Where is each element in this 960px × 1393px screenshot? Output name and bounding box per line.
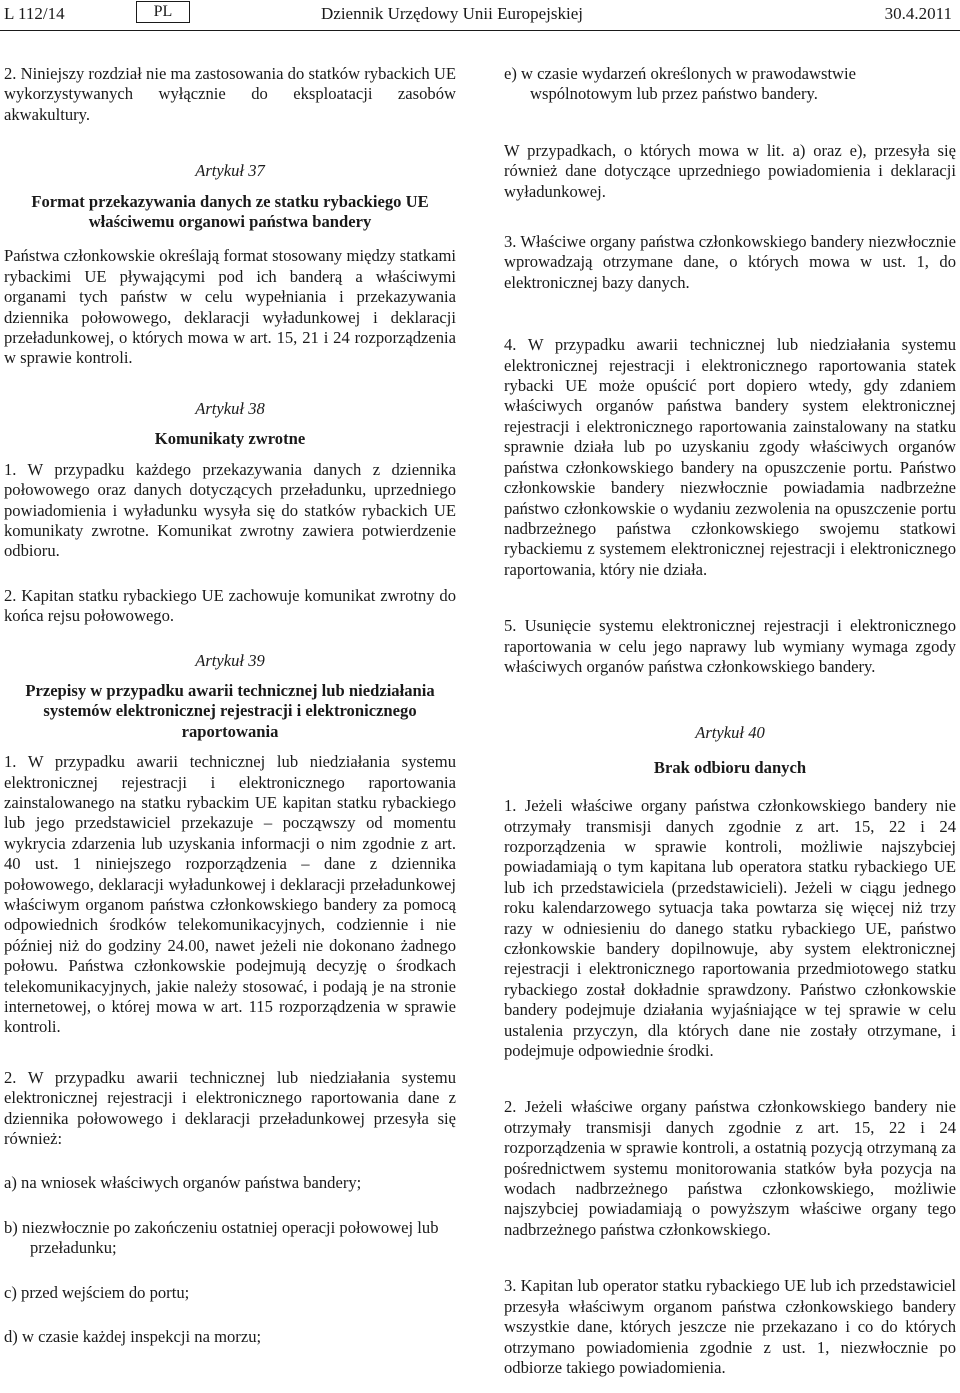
paragraph-cases: W przypadkach, o których mowa w lit. a) oraz e), przesyła się również dane dotyczące uprzedniego powiadomienia i deklaracji wyładunkowej. <box>504 140 956 201</box>
article-38-paragraph-1: 1. W przypadku każdego przekazywania danych z dziennika połowowego oraz danych dotyczących przeładunku, uprzedniego powiadomienia i wyładunku wysyła się do statków rybackich UE komunikaty zwrotne. Komunikat zwrotny zawiera potwierdzenie odbioru. <box>4 459 456 561</box>
journal-title: Dziennik Urzędowy Unii Europejskiej <box>321 4 584 23</box>
language-badge: PL <box>136 1 190 23</box>
paragraph-5: 5. Usunięcie systemu elektronicznej rejestracji i elektronicznego raportowania w celu jego naprawy lub wymiany wymaga zgody właściwych organów państwa członkowskiego bandery. <box>504 616 956 676</box>
paragraph-4: 4. W przypadku awarii technicznej lub niedziałania systemu elektronicznej rejestracji i elektronicznego raportowania statek rybacki UE może opuścić port dopiero wtedy, gdy zdaniem właściwych organów państwa bandery system elektronicznej rejestracji i elektronicznego raportowania zainstalowany na statku sprawnie działa lub po uzyskaniu zgody właściwych organów państwa członkowskiego bandery na opuszczenie portu. Państwo członkowskie bandery niezwłocznie powiadamia nadbrzeżne państwo członkowskie o wydaniu zezwolenia na opuszczenie portu nadbrzeżnego państwa członkowskiego swojemu statkowi rybackiemu z systemem elektronicznej rejestracji i elektronicznego raportowania, który nie działa. <box>504 335 956 579</box>
article-37-number: Artykuł 37 <box>195 161 265 181</box>
publication-date: 30.4.2011 <box>884 4 952 23</box>
right-column <box>504 64 956 1378</box>
list-item-e: e) w czasie wydarzeń określonych w prawodawstwie wspólnotowym lub przez państwo bandery. <box>504 64 857 104</box>
list-item-d: d) w czasie każdej inspekcji na morzu; <box>4 1327 262 1347</box>
page-reference: L 112/14 <box>4 4 65 23</box>
list-item-a: a) na wniosek właściwych organów państwa bandery; <box>4 1173 362 1193</box>
list-item-c: c) przed wejściem do portu; <box>4 1282 190 1302</box>
article-38-paragraph-2: 2. Kapitan statku rybackiego UE zachowuje komunikat zwrotny do końca rejsu połowowego. <box>4 585 456 626</box>
article-40-paragraph-3: 3. Kapitan lub operator statku rybackiego UE lub ich przedstawiciel przesyła właściwym organom państwa członkowskiego bandery wszystkie dane, których jeszcze nie przekazano i co do których otrzymano powiadomienia zgodnie z ust. 1, niezwłocznie po odbiorze takiego powiadomienia. <box>504 1276 956 1377</box>
paragraph-intro: 2. Niniejszy rozdział nie ma zastosowania do statków rybackich UE wykorzystywanych wyłącznie do eksploatacji zasobów akwakultury. <box>4 64 456 124</box>
journal-header <box>0 0 960 31</box>
article-38-number: Artykuł 38 <box>195 398 265 418</box>
article-39-paragraph-1: 1. W przypadku awarii technicznej lub niedziałania systemu elektronicznej rejestracji i elektronicznego raportowania zainstalowanego na statku rybackim UE kapitan statku rybackiego lub jego przedstawiciel przekazuje – począwszy od momentu wykrycia zdarzenia lub uzyskania informacji o nim zgodnie z art. 40 ust. 1 niniejszego rozporządzenia – dane z dziennika połowowego, deklaracji wyładunkowej i deklaracji przeładunkowej właściwym organom państwa członkowskiego bandery za pomocą odpowiednich środków telekomunikacyjnych, codziennie i nie później niż do godziny 24.00, nawet jeżeli nie dokonano żadnego połowu. Państwa członkowskie podejmują decyzję o środkach telekomunikacyjnych, jakie należy stosować, i podają je na stronie internetowej, o której mowa w art. 115 rozporządzenia w sprawie kontroli. <box>4 752 456 1037</box>
list-item-b: b) niezwłocznie po zakończeniu ostatniej operacji połowowej lub przeładunku; <box>4 1217 439 1258</box>
article-40-title: Brak odbioru danych <box>653 757 807 777</box>
left-column <box>4 64 456 1348</box>
article-37-title: Format przekazywania danych ze statku rybackiego UE właściwemu organowi państwa bandery <box>31 191 429 232</box>
article-39-number: Artykuł 39 <box>195 650 265 670</box>
article-37-paragraph: Państwa członkowskie określają format stosowany między statkami rybackimi UE pływającymi pod ich banderą a właściwymi organami tych państw w celu wypełniania i przekazywania dziennika połowowego, deklaracji wyładunkowej i deklaracji przeładunkowej, o których mowa w art. 15, 21 i 24 rozporządzenia w sprawie kontroli. <box>4 246 456 368</box>
paragraph-3: 3. Właściwe organy państwa członkowskiego bandery niezwłocznie wprowadzają otrzymane dane, o których mowa w ust. 1, do elektronicznej bazy danych. <box>504 232 956 292</box>
article-38-title: Komunikaty zwrotne <box>154 429 306 449</box>
article-40-paragraph-2: 2. Jeżeli właściwe organy państwa członkowskiego bandery nie otrzymały transmisji danych zgodnie z art. 15, 22 i 24 rozporządzenia w sprawie kontroli, a ostatnią pozycją otrzymaną za pośrednictwem systemu monitorowania statków była pozycja na wodach nadbrzeżnego państwa członkowskiego, możliwie najszybciej powiadamiają o powyższym właściwe organy tego nadbrzeżnego państwa członkowskiego. <box>504 1097 956 1239</box>
article-39-title: Przepisy w przypadku awarii technicznej lub niedziałania systemów elektronicznej rejestracji i elektronicznego raportowania <box>25 680 435 741</box>
article-40-paragraph-1: 1. Jeżeli właściwe organy państwa członkowskiego bandery nie otrzymały transmisji danych zgodnie z art. 15, 22 i 24 rozporządzenia w sprawie kontroli, możliwie najszybciej powiadamiają o tym kapitana lub operatora statku rybackiego UE lub ich przedstawiciela (przedstawicieli). Jeżeli w ciągu jednego roku kalendarzowego sytuacja taka powtarza się więcej niż trzy razy w odniesieniu do danego statku rybackiego UE, państwo członkowskie bandery dopilnowuje, aby system elektronicznej rejestracji i elektronicznego raportowania przedmiotowego statku rybackiego został dokładnie sprawdzony. Państwo członkowskie bandery podejmuje działania wyjaśniające w tej sprawie w celu ustalenia przyczyn, dla których dane nie zostały otrzymane, i podejmuje odpowiednie środki. <box>504 796 956 1061</box>
article-40-number: Artykuł 40 <box>695 723 765 743</box>
article-39-paragraph-2: 2. W przypadku awarii technicznej lub niedziałania systemu elektronicznej rejestracji i elektronicznego raportowania dane z dziennika połowowego i deklaracji przeładunkowej przesyła się również: <box>4 1067 456 1149</box>
